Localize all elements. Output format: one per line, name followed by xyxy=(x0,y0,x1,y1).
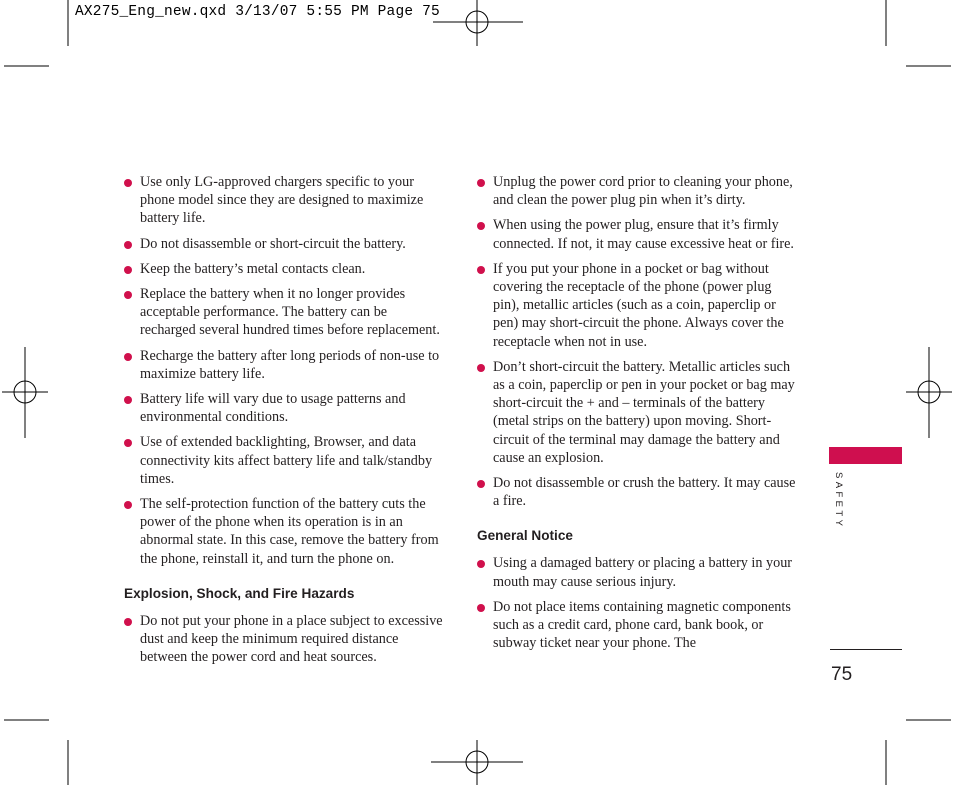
section-heading: General Notice xyxy=(477,528,573,544)
bullet-icon xyxy=(477,364,485,372)
list-item: Recharge the battery after long periods of non-use to maximize battery life. xyxy=(124,347,446,383)
section-label: SAFETY xyxy=(833,472,844,530)
bullet-icon xyxy=(477,480,485,488)
bullet-icon xyxy=(124,291,132,299)
bullet-icon xyxy=(124,353,132,361)
bullet-icon xyxy=(477,179,485,187)
bullet-icon xyxy=(477,560,485,568)
list-item: Do not place items containing magnetic components such as a credit card, phone card, bank book, or subway ticket near your phone. The xyxy=(477,598,801,653)
bullet-icon xyxy=(477,266,485,274)
bullet-icon xyxy=(477,604,485,612)
list-item: Using a damaged battery or placing a battery in your mouth may cause serious injury. xyxy=(477,554,801,590)
bullet-icon xyxy=(124,179,132,187)
bullet-icon xyxy=(124,439,132,447)
divider xyxy=(830,649,902,650)
bullet-icon xyxy=(124,266,132,274)
list-item: Keep the battery’s metal contacts clean. xyxy=(124,260,446,278)
list-item: Unplug the power cord prior to cleaning your phone, and clean the power plug pin when it’s dirty. xyxy=(477,173,801,209)
list-item: The self-protection function of the battery cuts the power of the phone when its operation is in an abnormal state. In this case, remove the battery from the phone, reinstall it, and turn the phone on. xyxy=(124,495,446,568)
section-heading: Explosion, Shock, and Fire Hazards xyxy=(124,585,355,601)
bullet-icon xyxy=(124,501,132,509)
list-item: Do not put your phone in a place subject to excessive dust and keep the minimum required distance between the power cord and heat sources. xyxy=(124,612,446,667)
right-column xyxy=(477,173,801,659)
list-item: Use only LG-approved chargers specific to your phone model since they are designed to maximize battery life. xyxy=(124,173,446,228)
page-number: 75 xyxy=(831,664,853,685)
bullet-icon xyxy=(124,618,132,626)
list-item: Do not disassemble or crush the battery. It may cause a fire. xyxy=(477,474,801,510)
bullet-icon xyxy=(124,396,132,404)
list-item: Do not disassemble or short-circuit the battery. xyxy=(124,235,446,253)
left-column xyxy=(124,173,446,673)
list-item: When using the power plug, ensure that it’s firmly connected. If not, it may cause excessive heat or fire. xyxy=(477,216,801,252)
list-item: Replace the battery when it no longer provides acceptable performance. The battery can be recharged several hundred times before replacement. xyxy=(124,285,446,340)
list-item: If you put your phone in a pocket or bag without covering the receptacle of the phone (power plug pin), metallic articles (such as a coin, paperclip or pen) may short-circuit the phone. Always cover the receptacle when not in use. xyxy=(477,260,801,351)
bullet-icon xyxy=(477,222,485,230)
list-item: Don’t short-circuit the battery. Metallic articles such as a coin, paperclip or pen in your pocket or bag may short-circuit the + and – terminals of the battery (metal strips on the battery) upon moving. Short-circuit of the terminal may damage the battery and cause an explosion. xyxy=(477,358,801,467)
list-item: Use of extended backlighting, Browser, and data connectivity kits affect battery life and talk/standby times. xyxy=(124,433,446,488)
section-tab xyxy=(829,447,902,464)
print-slug: AX275_Eng_new.qxd 3/13/07 5:55 PM Page 75 xyxy=(75,4,440,20)
list-item: Battery life will vary due to usage patterns and environmental conditions. xyxy=(124,390,446,426)
bullet-icon xyxy=(124,241,132,249)
